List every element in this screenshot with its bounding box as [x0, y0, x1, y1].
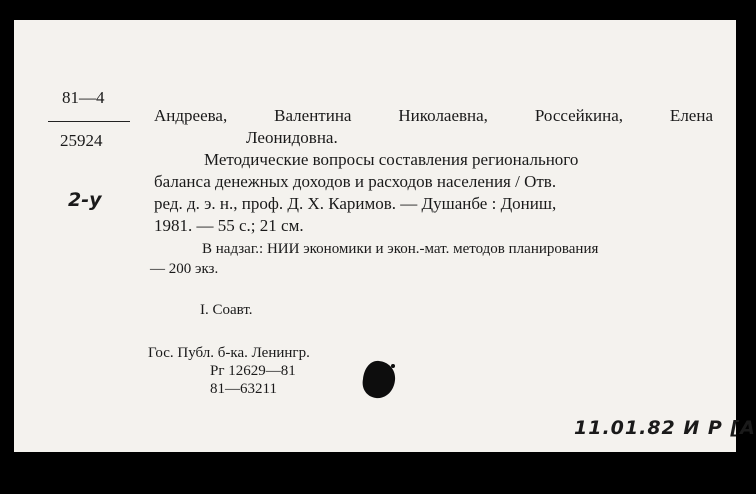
title-line-3: ред. д. э. н., проф. Д. Х. Каримов. — Душанбе : Дониш, [154, 194, 557, 213]
title-line-4: 1981. — 55 с.; 21 см. [154, 216, 304, 235]
authors-line-1: Андреева, Валентина Николаевна, Россейкина, Елена [154, 106, 713, 125]
ink-blot [359, 358, 399, 402]
catalog-card [14, 20, 756, 452]
title-line-2: баланса денежных доходов и расходов населения / Отв. [154, 172, 557, 191]
title-line-1: Методические вопросы составления регионального [204, 150, 579, 169]
coauthor-entry: I. Соавт. [200, 302, 253, 318]
handwritten-call-note: 2-у [68, 189, 102, 211]
library-code-2: 81—63211 [210, 381, 277, 397]
library-name: Гос. Публ. б-ка. Ленингр. [148, 345, 310, 361]
call-number-bottom: 25924 [60, 131, 103, 150]
library-code-1: Рг 12629—81 [210, 363, 296, 379]
call-number-divider [48, 121, 130, 122]
note-line-2: — 200 экз. [150, 261, 219, 277]
call-number-top: 81—4 [62, 88, 105, 107]
authors-line-2: Леонидовна. [246, 128, 338, 147]
note-line-1: В надзаг.: НИИ экономики и экон.-мат. методов планирования [202, 241, 599, 257]
handwritten-stamp: 11.01.82 И Р [А [574, 417, 756, 439]
